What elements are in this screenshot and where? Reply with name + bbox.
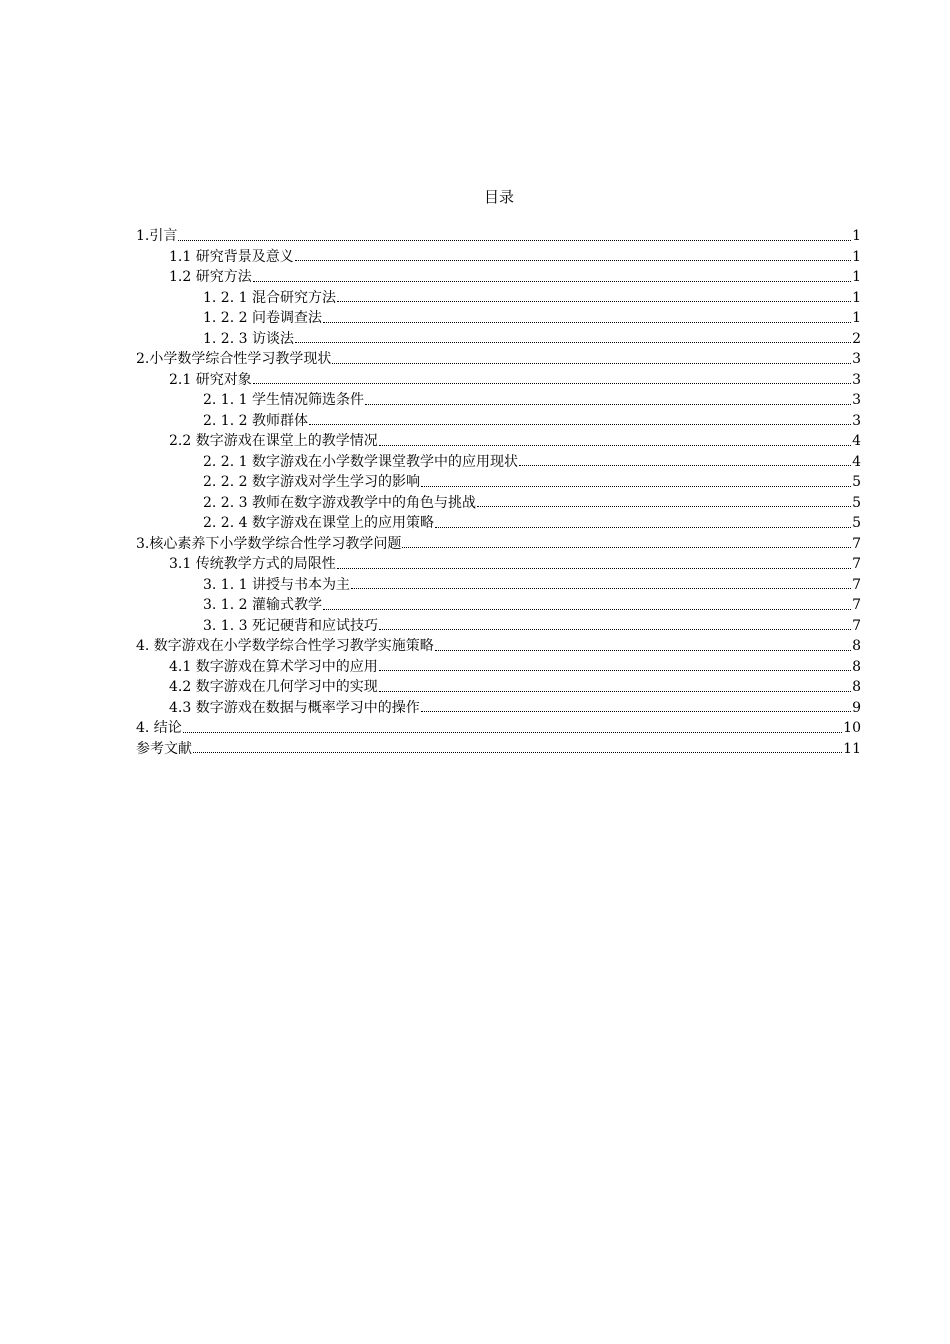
- toc-dot-leader: [435, 650, 851, 651]
- toc-entry-page-number: 10: [843, 720, 861, 736]
- toc-entry[interactable]: [136, 554, 861, 575]
- toc-entry-label: 2. 2. 1 数字游戏在小学数学课堂教学中的应用现状: [203, 453, 518, 470]
- toc-entry-page-number: 8: [852, 679, 861, 695]
- toc-dot-leader: [421, 711, 851, 712]
- toc-entry-page-number: 7: [852, 617, 861, 634]
- toc-entry-label: 3.核心素养下小学数学综合性学习教学问题: [136, 535, 402, 552]
- toc-dot-leader: [351, 588, 851, 589]
- toc-title: 目录: [483, 188, 514, 206]
- toc-entry[interactable]: [136, 452, 861, 473]
- toc-entry[interactable]: [136, 267, 861, 288]
- toc-entry[interactable]: [136, 718, 861, 739]
- toc-dot-leader: [379, 629, 851, 630]
- toc-entry-label: 4.2 数字游戏在几何学习中的实现: [169, 679, 378, 695]
- toc-entry-page-number: 3: [852, 371, 861, 388]
- toc-dot-leader: [402, 547, 851, 548]
- toc-entry[interactable]: [136, 677, 861, 698]
- toc-dot-leader: [183, 732, 842, 733]
- toc-entry[interactable]: [136, 411, 861, 432]
- toc-entry-page-number: 1: [852, 269, 861, 285]
- toc-entry-page-number: 1: [852, 228, 861, 244]
- toc-dot-leader: [295, 342, 851, 343]
- toc-entry-page-number: 11: [843, 740, 861, 757]
- toc-entry-page-number: 9: [852, 699, 861, 716]
- toc-entry[interactable]: [136, 616, 861, 637]
- toc-dot-leader: [365, 404, 851, 405]
- toc-entry-label: 4. 数字游戏在小学数学综合性学习教学实施策略: [136, 638, 434, 654]
- toc-entry-page-number: 3: [852, 392, 861, 408]
- toc-entry-label: 3. 1. 2 灌输式教学: [203, 597, 322, 613]
- toc-entry-label: 2. 1. 1 学生情况筛选条件: [203, 392, 364, 408]
- toc-entry-label: 4.3 数字游戏在数据与概率学习中的操作: [169, 699, 420, 716]
- toc-entry-page-number: 7: [852, 556, 861, 572]
- toc-dot-leader: [253, 281, 851, 282]
- toc-entry[interactable]: [136, 657, 861, 678]
- toc-entry[interactable]: [136, 226, 861, 247]
- toc-entry[interactable]: [136, 349, 861, 370]
- toc-entry[interactable]: [136, 493, 861, 514]
- toc-entry-page-number: 5: [852, 494, 861, 511]
- toc-entry-page-number: 3: [852, 412, 861, 429]
- toc-entry-page-number: 5: [852, 515, 861, 531]
- toc-entry-label: 3. 1. 1 讲授与书本为主: [203, 576, 350, 593]
- toc-entry-page-number: 7: [852, 597, 861, 613]
- toc-entry-page-number: 8: [852, 658, 861, 675]
- toc-entry-label: 3. 1. 3 死记硬背和应试技巧: [203, 617, 378, 634]
- toc-entry[interactable]: [136, 698, 861, 719]
- toc-dot-leader: [295, 260, 851, 261]
- toc-dot-leader: [337, 568, 851, 569]
- toc-entry-page-number: 1: [852, 248, 861, 265]
- toc-entry-label: 1.引言: [136, 228, 178, 244]
- toc-entry-page-number: 2: [852, 330, 861, 347]
- toc-entry[interactable]: [136, 472, 861, 493]
- toc-entry-page-number: 7: [852, 535, 861, 552]
- toc-entry-page-number: 5: [852, 474, 861, 490]
- toc-entry-page-number: 1: [852, 310, 861, 326]
- toc-entry-page-number: 4: [852, 433, 861, 449]
- toc-entry-label: 2. 1. 2 教师群体: [203, 412, 308, 429]
- toc-dot-leader: [477, 506, 851, 507]
- toc-dot-leader: [379, 670, 851, 671]
- toc-dot-leader: [253, 383, 851, 384]
- toc-entry[interactable]: [136, 636, 861, 657]
- toc-entry-label: 1.2 研究方法: [169, 269, 252, 285]
- toc-dot-leader: [379, 445, 851, 446]
- toc-entry[interactable]: [136, 534, 861, 555]
- toc-dot-leader: [435, 527, 851, 528]
- toc-dot-leader: [193, 752, 842, 753]
- toc-entry[interactable]: [136, 575, 861, 596]
- toc-entry-label: 1. 2. 3 访谈法: [203, 330, 294, 347]
- toc-entry-page-number: 7: [852, 576, 861, 593]
- toc-entry-label: 2.小学数学综合性学习教学现状: [136, 351, 332, 367]
- toc-dot-leader: [332, 363, 851, 364]
- toc-entry-page-number: 1: [852, 289, 861, 306]
- toc-entry[interactable]: [136, 513, 861, 534]
- toc-entry[interactable]: [136, 431, 861, 452]
- toc-entry[interactable]: [136, 247, 861, 268]
- toc-entry-label: 1.1 研究背景及意义: [169, 248, 294, 265]
- toc-entry-label: 2. 2. 2 数字游戏对学生学习的影响: [203, 474, 420, 490]
- toc-entry-label: 3.1 传统教学方式的局限性: [169, 556, 336, 572]
- toc-entry-label: 1. 2. 1 混合研究方法: [203, 289, 336, 306]
- toc-entry[interactable]: [136, 390, 861, 411]
- toc-entry[interactable]: [136, 308, 861, 329]
- toc-entry-page-number: 3: [852, 351, 861, 367]
- toc-entry[interactable]: [136, 595, 861, 616]
- toc-dot-leader: [309, 424, 851, 425]
- toc-dot-leader: [337, 301, 851, 302]
- toc-dot-leader: [379, 691, 851, 692]
- toc-entry-label: 2.2 数字游戏在课堂上的教学情况: [169, 433, 378, 449]
- toc-entry[interactable]: [136, 739, 861, 760]
- toc-entry-label: 参考文献: [136, 740, 192, 757]
- table-of-contents: [136, 226, 861, 759]
- toc-entry-label: 2. 2. 4 数字游戏在课堂上的应用策略: [203, 515, 434, 531]
- toc-entry-label: 4.1 数字游戏在算术学习中的应用: [169, 658, 378, 675]
- toc-entry-label: 4. 结论: [136, 720, 182, 736]
- toc-entry-page-number: 4: [852, 453, 861, 470]
- toc-entry[interactable]: [136, 329, 861, 350]
- toc-entry-label: 1. 2. 2 问卷调查法: [203, 310, 322, 326]
- toc-entry-label: 2.1 研究对象: [169, 371, 252, 388]
- toc-dot-leader: [519, 465, 851, 466]
- toc-entry-page-number: 8: [852, 638, 861, 654]
- toc-entry-label: 2. 2. 3 教师在数字游戏教学中的角色与挑战: [203, 494, 476, 511]
- toc-entry[interactable]: [136, 288, 861, 309]
- toc-entry[interactable]: [136, 370, 861, 391]
- toc-dot-leader: [323, 322, 851, 323]
- toc-dot-leader: [421, 486, 851, 487]
- toc-dot-leader: [323, 609, 851, 610]
- toc-dot-leader: [178, 240, 851, 241]
